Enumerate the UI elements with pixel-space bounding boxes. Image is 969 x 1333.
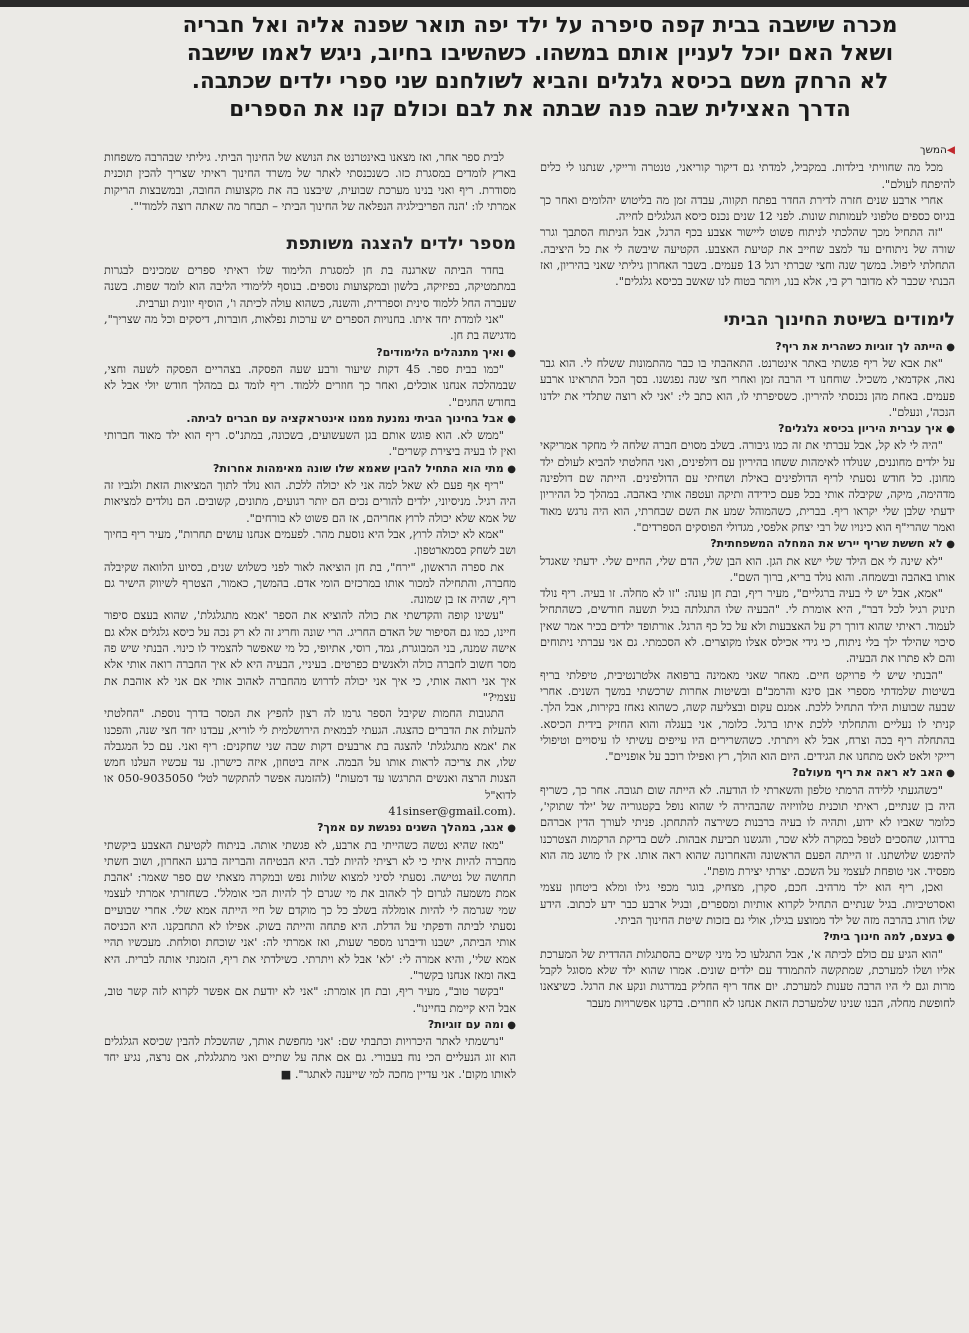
paragraph: "אני לומדת יחד איתו. בחנויות הספרים יש ערכות נפלאות, חוברות, דיסקים וכל מה שצריך", מדגישה בת חן. [104,313,516,343]
paragraph: "נרשמתי לאתר היכרויות וכתבתי שם: 'אני מחפשת אותך, שהשכלת להבין שכיסא הגלגלים הוא זוג הנעליים הכי נוח בעבורי. גם אם אתה על שתיים ואני מתגלגלת, אם נרצה, נגיע יחד לאותו מקום'. אני עדיין מחכה למי שייענה לאתגר". ■ [104,1035,516,1081]
paragraph: "אמא לא יכולה לרוץ, אבל היא נוסעת מהר. לפעמים אנחנו עושים תחרות", מעיר ריף בחיוך ושב לשחק בסמארטפון. [104,527,516,558]
interview-question: ● בעצם, למה חינוך ביתי? [540,929,955,946]
paragraph: "מאז שהיא נטשה כשהייתי בת ארבע, לא פגשתי אותה. בניתוח לקטיעת האצבע ביקשתי מחברה להיות איתי כי לא רציתי להיות לבד. היא הבטיחה והבריזה ברגע האחרון, ושוב חשתי תחושה של נטישה. נסעתי לסיני למצוא שלוות נפש ובמקרה מצאתי שם ספר שאמר: 'אהבת אמת משמעה לגרום לך לאהוב את מי שגרם לך להיות הכי אומלל'. כשחזרתי אמרתי לעצמי שמי שגרמה לי להיות אומללה בשלב כל כך מוקדם של חיי הייתה אמא שלי. אחרי שבועיים נסעתי לביתה ודפקתי על הדלת. היא פתחה והייתה בשוק. אפילו לא התחבקנו. היא הכניסה אותי הביתה, ישבנו ודיברנו מספר שעות, ואז אמרתי לה: 'אני שוכחת וסולחת. מעכשיו תהיי אמא שלי', והיא אמרה לי: 'לא' אבל לא ויתרתי. כשילדתי את ריף, הזמנתי אותה לברית. היא באה ומאז אנחנו בקשר". [104,838,516,982]
interview-question: ● איך עברית היריון בכיסא גלגלים? [540,421,955,438]
top-border [0,0,969,7]
paragraph: "היה לי לא קל, אבל עברתי את זה כמו גיבורה. בשלב מסוים חברה שלחה לי מחקר אמריקאי על ילדים מחוננים, שנולדו לאימהות ששחו בהיריון עם דולפינים, ואני החלטתי להביא לעולם ילד מחונן. כל חודש נסעתי לריף הדולפינים באילת ושחיתי עם הדולפינים. הייתה שם דולפינה מדהימה, מיקה, שקיבלה אותי בכל פעם כידידה ותיקה ועטפה אותי באהבה. במהלך כל ההיריון ידעתי שלבן שלי יקראו ריף. בברית, כשהמוהל שמע את השם שבחרתי, הוא היה נרגש מאוד ואמר שהרי"ף הוא כינויו של רבי יצחק אלפסי, מגדולי הפוסקים הספרדים". [540,439,955,534]
headline-line: ושאל האם יוכל לעניין אותם במשהו. כשהשיבו בחיוב, ניגש לאמו שישבה [186,41,894,66]
paragraph: "הוא הגיע עם כולם לכיתה א', אבל התגלעו כל מיני קשיים בהסתגלות ההדדית של המערכת אליו ושלו למערכת, שמתקשה להתמודד עם ילדים שונים. אמרו שהוא ילד שלא מסוגל לקבל מרות וגם לי היו הרבה טענות למערכת. יום אחד ריף החליק במדרגות ונקע את הרגל. כשיצאנו לחופשת מחלה, הבנו שנינו שלמערכת הזאת אנחנו לא חוזרים. בדקנו אפשרויות מעבר [540,947,955,1010]
interview-question: ● מתי הוא התחיל להבין שאמא שלו שונה מאימהות אחרות? [104,461,516,478]
interview-question: ● לא חששת שריף יירש את המחלה המשפחתית? [540,536,955,553]
paragraph: "כשהגעתי ללידה הרמתי טלפון והשארתי לו הודעה. לא הייתה שום תגובה. אחר כך, כשריף היה בן שנתיים, ראיתי תוכנית טלוויזיה שהבהירה לי שהוא נופל בקטגוריה של 'ילד שתוקי', כלומר שאביו לא ידוע, ותהיה לו בעיה ברבנות כשירצה להתחתן. פניתי לעורך הדין אברהם ברדוגו, שהסכים לטפל במקרה ללא שכר, והגשנו תביעת אבהות. לשם בדיקת הרקמות הצטרכנו להיפגש שלושתנו. זו הייתה הפעם הראשונה והאחרונה שהוא ראה אותו. אין לו מושג מה הוא מפסיד. אני טופחת לעצמי על השכם. יצרתי יצירת מופת". [540,783,955,879]
paragraph: "זה התחיל מכך שהלכתי לניתוח פשוט ליישור אצבע בכף הרגל, אבל הניתוח הסתבך וגרר שורה של ניתוחים עד למצב שחייב את קטיעת האצבע. הקטיעה שיבשה לי את כל היציבה. התחלתי ליפול. במשך שנה וחצי שברתי רגל 13 פעמים. בשבר האחרון גיליתי שאני בהיריון, ואז הבנתי שכבר לא מדובר רק בי, אלא בנו, ויותר בטוח לנו שאשב בכיסא גלגלים". [540,226,956,289]
paragraph: לבית ספר אחר, ואז מצאנו באינטרנט את הנושא של החינוך הביתי. גיליתי שבהרבה משפחות בארץ לומדים במסגרת כזו. כשנכנסתי לאתר של משרד החינוך ראיתי שצריך להכין תוכנית מסודרת. ריף ואני בנינו מערכת שבועית, שיבצנו בה את מקצועות החובה, ובמשבצות הריקות אמרתי לו: 'הנה הפריבילגיה הנפלאה של החינוך הביתי – תבחר מה שאתה רוצה ללמוד'". [104,151,516,213]
section-heading: לימודים בשיטת החינוך הביתי [723,309,955,330]
paragraph: "ממש לא. הוא פוגש אותם בגן השעשועים, בשכונה, במתנ"ס. ריף הוא ילד מאוד חברותי ואין לו בעיה ביצירת קשרים". [104,429,516,459]
paragraph: אחרי ארבע שנים חזרה לדירת החדר בפתח תקווה, עבדה זמן מה בליטוש יהלומים ואחר כך בגיוס כספים טלפוני לעמותות שונות. לפני 12 שנים נכנס כיסא הגלגלים לחייה. [540,193,955,224]
headline-line: לא הרחק משם בכיסא גלגלים והביא לשולחנם שני ספרי ילדים שכתבה. [191,69,889,94]
arrow-left-icon: ◀ [946,144,955,156]
section-heading: מספר ילדים להצגה משותפת [286,234,516,255]
paragraph: "לא שינה לי אם הילד שלי ישא את הגן. הוא הבן שלי, הדם שלי, החיים שלי. ידעתי שאגדל אותו באהבה ובשמחה. והוא נולד בריא, ברוך השם". [540,554,955,584]
paragraph: התגובות החמות שקיבל הספר גרמו לה רצון להפיץ את המסר בדרך נוספת. "החלטתי להעלות את הדברים כהצגה. הגעתי לבמאית הירושלמית לי לוריא, עבדנו יחד חצי שנה, והפכנו את 'אמא מתגלגלת' להצגה בת ארבעים דקות שבה שני שחקנים: ריף ואני. עם כל המגבלה שלו, את צריכה לראות אותו על הבמה. איזה ביטחון, איזה כישרון. עד עכשיו העלנו חמש הצגות הרצה ואנשים התרגשו עד דמעות" (להזמנה אפשר להתקשר לטל' 050-9035050 או לדוא"ל [104,707,517,802]
paragraph: ואכן, ריף הוא ילד מרהיב. חכם, סקרן, מצחיק, בוגר מכפי גילו ומלא ביטחון עצמי ואסרטיביות. בגיל שנתיים התחיל לקרוא אותיות ומספרים, ובגיל ארבע כבר ידע לכתוב. הידע שלו חורג בהרבה מזה של ילד ממוצע בגילו, אולי גם בזכות שיטת החינוך הביתי. [540,881,955,928]
paragraph: את ספרה הראשון, "ירח", בת חן הוציאה לאור לפני כשלוש שנים, בסיוע הלוואה שקיבלה מחברה, והתחילה למכור אותו במרכזים הומי אדם. בהמשך, כאמור, הצטרף לשיווק הישיר גם ריף, שהיה אז בן שמונה. [104,560,516,607]
paragraph: "בקשר טוב", מעיר ריף, ובת חן אומרת: "אני לא יודעת אם אפשר לקרוא לזה קשר טוב, אבל היא קיימת בחיינו". [104,985,516,1015]
left-column [104,150,516,1083]
continued-label: המשך [919,144,947,156]
headline-line: הדרך האצילית שבה פנה שבתה את לבם וכולם קנו את הספרים [229,97,851,122]
paragraph: "את אבא של ריף פגשתי באתר אינטרנט. התאהבתי בו כבר מהתמונות ששלח לי. הוא גבר נאה, אקדמאי, משכיל. שוחחנו די הרבה זמן ואחרי חצי שנה נפגשנו. בסך הכל התראינו ארבע פעמים. באחת מהן נכנסתי להיריון. כשסיפרתי לו, הוא כתב לי: 'אני לא רוצה שתלדי את ילדנו הנכה', ונעלם". [540,356,955,419]
interview-question: ● ואיך מתנהלים הלימודים? [104,345,516,362]
paragraph: "עשינו קופה והקדשתי את כולה להוציא את הספר 'אמא מתגלגלת', שהוא בעצם סיפור חיינו, כמו גם הסיפור של האדם החריג. הרי שונה וחריג זה לא רק נכה על כיסא גלגלים אלא גם אישה שמנה, בני המבוגרת, גמד, רוסי, אתיופי, כל מי שאפשר להצמיד לו כינוי. הבנתי שיש פה מסר חשוב לחברה כולה ולאנשים כפרטים. בעיניי, הבעיה היא לא איך החברה רואה אותי אלא איך אני רואה אותי, כי איך אני יכולה לדרוש מהחברה לאהוב אותי אם אני לא אוהבת את עצמי?" [104,609,516,704]
paragraph: מכל מה שחוויתי בילדות. במקביל, למדתי גם דיקור קוריאני, טנטרה ורייקי, שנתנו לי כלים להיפתח לעולם". [540,161,955,191]
paragraph: "הבנתי שיש לי פרויקט חיים. מאחר שאני מאמינה ברפואה אלטרנטיבית, טיפלתי בריף בשיטות שלמדתי מספרי אבן סינא והרמב"ם ובשיטות אחרות שרכשתי במשך השנים. אחרי שבעה שבועות הילד התחיל ללכת. אמנם עקום ובצליעה קשה, כשהוא נאחז בקירות, אבל הלך. קניתי לו נעליים והתחלתי ללכת איתו ברגל. כלומר, אני בעגלה והוא החזיק בידית הכיסא. בהתחלה ריף בכה וצרח, אבל לא ויתרתי. כשהשרירים היו עייפים עשיתי לו עיסויים וטיפולי רייקי ולאט לאט מתחנו את הגידים. היום הוא הולך, רץ ואפילו רוכב על אופניים". [540,668,955,764]
paragraph: "ריף אף פעם לא שאל למה אני לא יכולה ללכת. הוא נולד לתוך המציאות הזאת ולגביו זה היה רגיל. מניסיוני, ילדים להורים נכים הם יותר רגועים, מתונים, קשובים. הם נולדים למציאות של אמא שלא יכולה לרוץ אחריהם, אז הם פשוט לא בורחים". [104,479,516,525]
interview-question: ● אגב, במהלך השנים נפגשת עם אמך? [104,820,516,837]
paragraph: "אמא, אבל יש לי בעיה ברגליים", מעיר ריף, ובת חן עונה: "זו לא מחלה. זו בעיה. ריף נולד תינוק רגיל לכל דבר", היא אומרת לי. "הבעיה שלו התגלתה בגיל תשעה חודשים, כשהתחיל לעמוד. ראיתי שהוא דורך רק על האצבעות ולא על כל כף הרגל. אורתופד ילדים בכיר אמר שאין סיכוי שהילד ילך בלי ניתוח, כי גידי אכילס אצלו מקוצרים. לא הסכמתי. גם אני עברתי ניתוחים והם לא פתרו את הבעיה. [540,587,955,666]
continued-marker [540,142,955,158]
right-column [540,142,955,1012]
interview-question: ● האב לא ראה את ריף מעולם? [540,765,955,782]
paragraph: בחדר הביתה שארגנה בת חן למסגרת הלימוד שלו ראיתי ספרים שמכינים לבגרות במתמטיקה, בפיזיקה, בלשון ובמקצועות נוספים. בנוסף ללימודי הליבה הוא לומד שפות. בשנה שעברה החל ללמוד סינית וספרדית, והשנה, כשהוא עולה לכיתה ו', הוסיף יוונית וערבית. [104,264,516,310]
contact-email: 41sinser@gmail.com). [388,804,516,818]
headline-line: מכרה שישבה בבית קפה סיפרה על ילד יפה תואר שפנה אליה ואל חבריה [182,13,898,38]
article-headline [140,12,940,124]
interview-question: ● ומה עם זוגיות? [104,1017,516,1034]
interview-question: ● אבל בחינוך הביתי נמנעת ממנו אינטראקציה עם חברים לביתה. [104,411,516,428]
paragraph: "כמו בבית ספר. 45 דקות שיעור ורבע שעה הפסקה. בצהריים הפסקה לשעה וחצי, שבמהלכה אנחנו אוכלים, ואחר כך חוזרים ללמוד. ריף לומד גם במהלך חודש יולי אבל לא בחודש החגים". [104,362,516,409]
interview-question: ● הייתה לך זוגיות כשהרית את ריף? [540,339,955,356]
